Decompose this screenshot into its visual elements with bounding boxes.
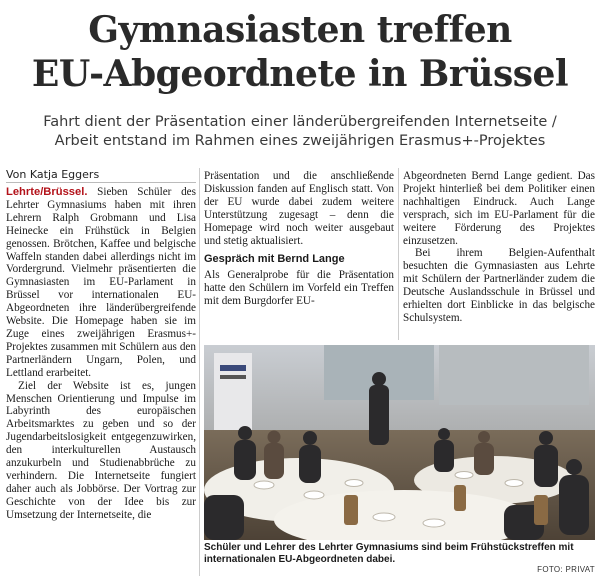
byline-rule <box>6 182 196 183</box>
article-column-3 <box>403 170 595 325</box>
article-column-1 <box>6 186 196 578</box>
paragraph-4: Als Generalprobe für die Präsentation hatte den Schülern im Vorfeld ein Treffen mit dem Burgdorfer EU- <box>204 269 394 308</box>
paragraph-1-text: Sieben Schüler des Lehrter Gymnasiums haben mit ihren Lehrern Ralph Grobmann und Lisa Heinecke ein Frühstück in Belgien genossen. Brötchen, Kaffee und belgische Waffeln standen dabei allerdings nicht im Vordergrund. Vielmehr präsentierten die Gymnasiasten im EU-Parlament in Brüssel vor internationalen EU-Abgeordneten ihre länderübergreifende Website. Die Homepage haben sie im Zuge eines zweijährigen Erasmus+-Projektes zusammen mit Schülern aus den Partnerländern Ungarn, Polen, und Lettland erarbeitet. <box>6 186 196 379</box>
event-photo <box>204 345 595 540</box>
dateline: Lehrte/Brüssel. <box>6 186 88 198</box>
column-divider-2 <box>398 168 399 340</box>
headline-line-2: EU-Abgeordnete in Brüssel <box>31 53 569 95</box>
byline: Von Katja Eggers <box>6 168 100 181</box>
headline-line-1: Gymnasiasten treffen <box>88 9 512 51</box>
column-divider-1 <box>199 168 200 576</box>
paragraph-5: Abgeordneten Bernd Lange gedient. Das Projekt hinterließ bei dem Politiker einen nachhaltigen Eindruck. Auch Lange versprach, sich im EU-Parlament für die weitere Förderung des Projektes einzusetzen. <box>403 170 595 247</box>
subheadline-line-1: Fahrt dient der Präsentation einer länderübergreifenden Internetseite / <box>43 114 557 130</box>
section-subhead: Gespräch mit Bernd Lange <box>204 253 345 266</box>
paragraph-2: Ziel der Website ist es, jungen Menschen Orientierung und Impulse im Labyrinth des europäischen Arbeitsmarktes zu geben und so der Jugendarbeitslosigkeit entgegenzuwirken, den interkulturellen Austausch anzukurbeln und Studienabbrüche zu verhindern. Die Internetseite fungiert daher auch als Jobbörse. Der Vortrag zur Geschichte von der Idee bis zur Umsetzung der Internetseite, die <box>6 379 196 521</box>
paragraph-3: Präsentation und die anschließende Diskussion fanden auf Englisch statt. Von der EU wurde dabei zudem weitere Unterstützung zugesagt – denn die Homepage wird noch weiter ausgebaut und stetig aktualisiert. <box>204 170 394 247</box>
subheadline-line-2: Arbeit entstand im Rahmen eines zweijährigen Erasmus+-Projektes <box>54 133 546 149</box>
paragraph-6: Bei ihrem Belgien-Aufenthalt besuchten die Gymnasiasten aus Lehrte mit Schülern der Partnerländer zudem die Deutsche Auslandsschule in Brüssel und erhielten dort Einblicke in das belgische Schulsystem. <box>403 247 595 324</box>
photo-illustration <box>204 345 595 540</box>
article-column-2 <box>204 170 394 308</box>
paragraph-1 <box>6 186 196 380</box>
photo-credit: FOTO: PRIVAT <box>537 565 595 574</box>
photo-caption: Schüler und Lehrer des Lehrter Gymnasiums sind beim Frühstückstreffen mit internationalen EU-Abgeordneten dabei. <box>204 542 574 565</box>
